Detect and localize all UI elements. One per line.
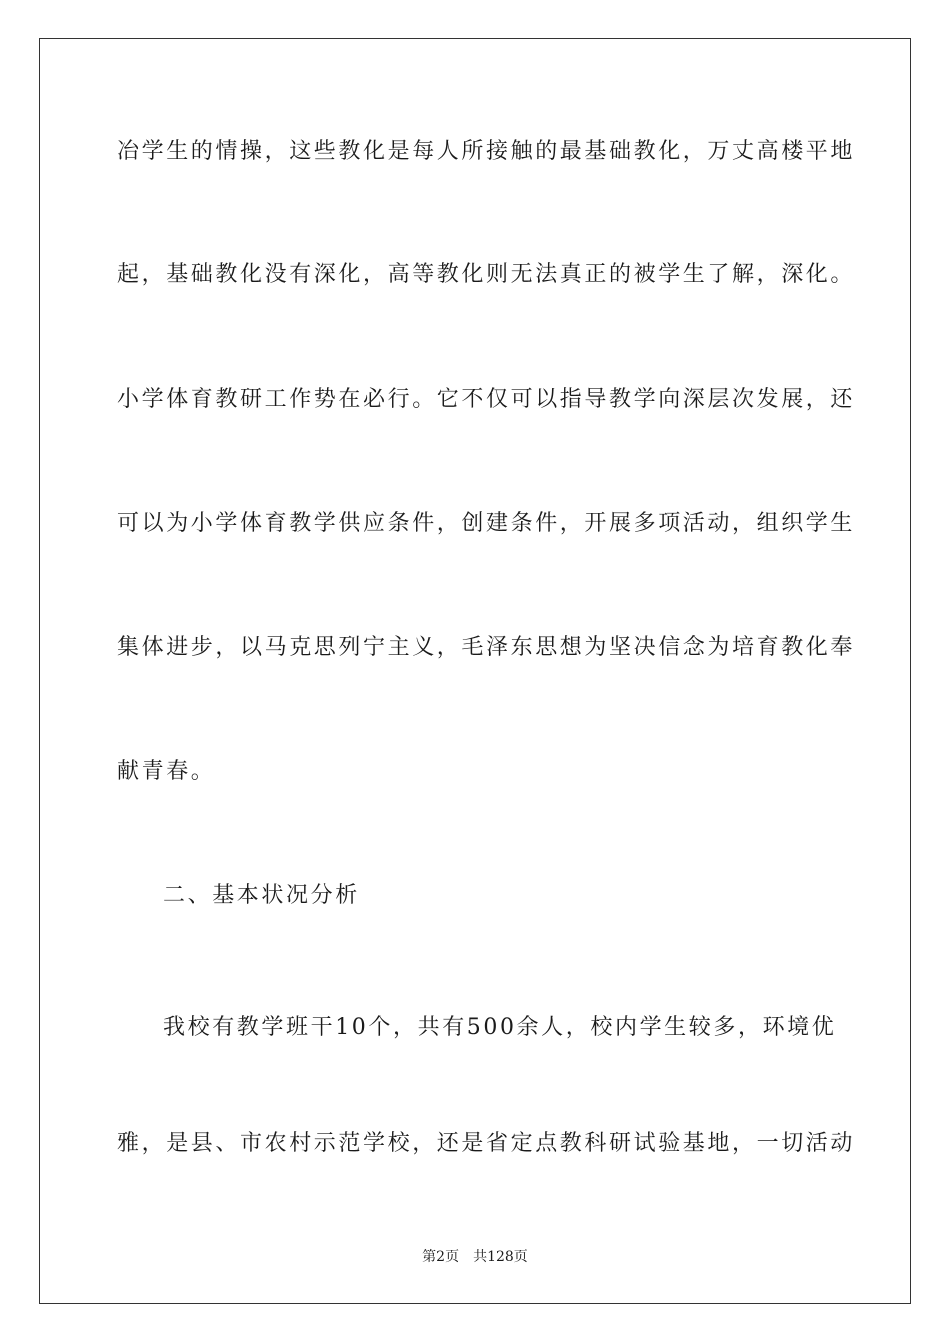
body-line-4: 可以为小学体育教学供应条件，创建条件，开展多项活动，组织学生 — [117, 511, 856, 536]
section-heading: 二、基本状况分析 — [163, 883, 360, 908]
body-line-7: 我校有教学班干10个，共有500余人，校内学生较多，环境优 — [163, 1015, 837, 1040]
page-border — [39, 38, 911, 1304]
body-line-3: 小学体育教研工作势在必行。它不仅可以指导教学向深层次发展，还 — [117, 387, 856, 412]
body-line-6: 献青春。 — [117, 759, 216, 784]
body-line-2: 起，基础教化没有深化，高等教化则无法真正的被学生了解，深化。 — [117, 262, 856, 287]
body-line-8: 雅，是县、市农村示范学校，还是省定点教科研试验基地，一切活动 — [117, 1131, 856, 1156]
body-line-5: 集体进步，以马克思列宁主义，毛泽东思想为坚决信念为培育教化奉 — [117, 635, 856, 660]
body-line-1: 冶学生的情操，这些教化是每人所接触的最基础教化，万丈高楼平地 — [117, 139, 856, 164]
page-number-footer: 第2页 共128页 — [422, 1249, 528, 1265]
